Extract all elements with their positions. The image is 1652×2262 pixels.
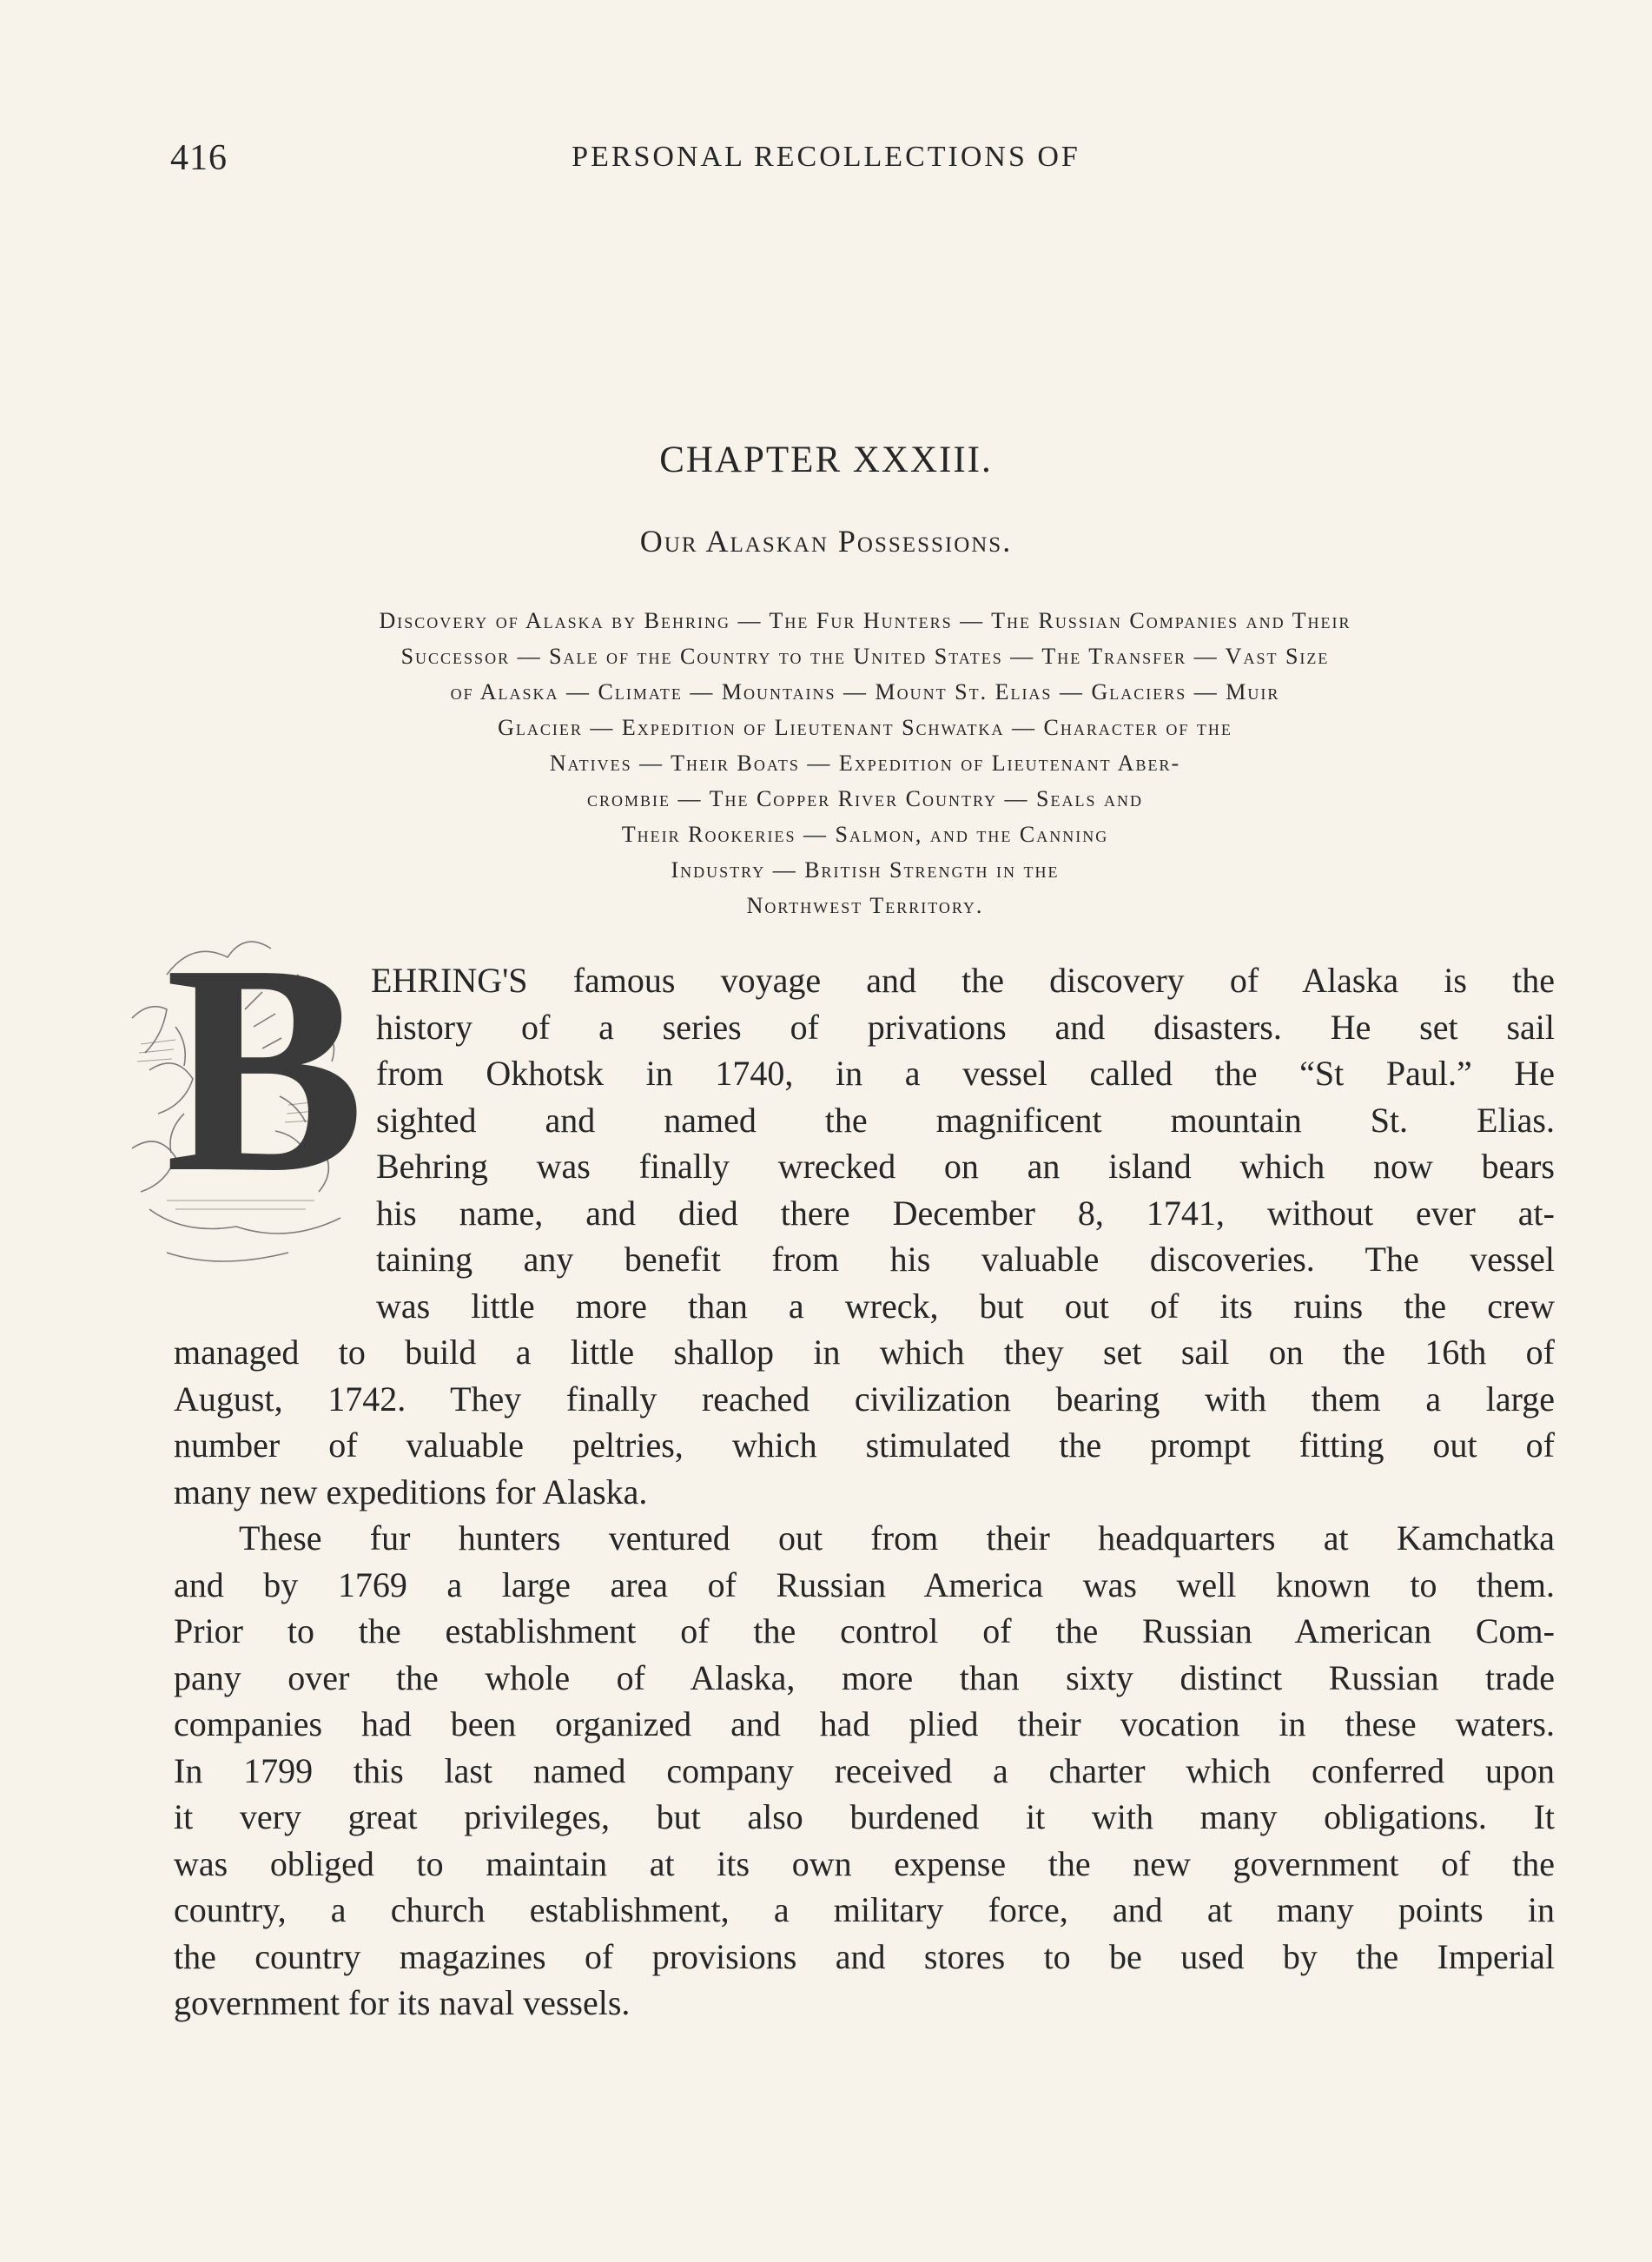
synopsis-line: Natives — Their Boats — Expedition of Lieutenant Aber-	[549, 751, 1181, 776]
text-line: it very great privileges, but also burdened it with many obligations. It	[174, 1797, 1555, 1836]
synopsis-line: Their Rookeries — Salmon, and the Canning	[621, 822, 1109, 847]
synopsis-line: crombie — The Copper River Country — Seals and	[587, 786, 1143, 811]
text-line: Prior to the establishment of the control of the Russian American Com-	[174, 1611, 1555, 1650]
chapter-title: CHAPTER XXXIII.	[659, 440, 993, 480]
body-text	[174, 957, 1555, 2027]
text-line: Behring was finally wrecked on an island which now bears	[376, 1147, 1555, 1186]
chapter-synopsis	[170, 603, 1560, 923]
text-line: In 1799 this last named company received a charter which conferred upon	[174, 1750, 1555, 1790]
paragraph-1	[174, 957, 1555, 1515]
text-line: was obliged to maintain at its own expense the new government of the	[174, 1843, 1555, 1883]
text-line: sighted and named the magnificent mountain St. Elias.	[376, 1100, 1555, 1140]
drop-cap-letter: B	[165, 903, 366, 1234]
text-line: pany over the whole of Alaska, more than sixty distinct Russian trade	[174, 1657, 1555, 1697]
synopsis-line: of Alaska — Climate — Mountains — Mount St. Elias — Glaciers — Muir	[450, 679, 1280, 704]
text-line: his name, and died there December 8, 1741, without ever at-	[376, 1193, 1555, 1233]
text-line: the country magazines of provisions and stores to be used by the Imperial	[174, 1936, 1555, 1976]
synopsis-line: Glacier — Expedition of Lieutenant Schwatka — Character of the	[498, 715, 1232, 740]
synopsis-line: Successor — Sale of the Country to the United States — The Transfer — Vast Size	[400, 644, 1330, 669]
text-line: These fur hunters ventured out from their headquarters at Kamchatka	[239, 1518, 1555, 1558]
running-header	[170, 137, 1543, 186]
paragraph-2	[174, 1515, 1555, 2027]
synopsis-line: Discovery of Alaska by Behring — The Fur Hunters — The Russian Companies and Their	[379, 608, 1351, 633]
text-line: companies had been organized and had plied their vocation in these waters.	[174, 1704, 1555, 1743]
text-line: from Okhotsk in 1740, in a vessel called the “St Paul.” He	[376, 1054, 1555, 1093]
text-line: taining any benefit from his valuable discoveries. The vessel	[376, 1240, 1555, 1279]
text-line: country, a church establishment, a military force, and at many points in	[174, 1890, 1555, 1929]
text-line: history of a series of privations and disasters. He set sail	[376, 1007, 1555, 1047]
text-line: managed to build a little shallop in which they set sail on the 16th of	[174, 1333, 1555, 1372]
text-line: number of valuable peltries, which stimulated the prompt fitting out of	[174, 1425, 1555, 1465]
text-line: many new expeditions for Alaska.	[174, 1472, 648, 1511]
chapter-subtitle: Our Alaskan Possessions.	[639, 524, 1013, 559]
text-line: August, 1742. They finally reached civilization bearing with them a large	[174, 1379, 1555, 1419]
text-line: and by 1769 a large area of Russian America was well known to them.	[174, 1564, 1555, 1604]
text-line: government for its naval vessels.	[174, 1983, 631, 2022]
running-title: PERSONAL RECOLLECTIONS OF	[572, 141, 1080, 173]
text-line: EHRING'S famous voyage and the discovery of Alaska is the	[371, 961, 1555, 1000]
synopsis-line: Northwest Territory.	[746, 893, 984, 918]
page-number: 416	[170, 138, 228, 178]
synopsis-line: Industry — British Strength in the	[671, 857, 1060, 883]
text-line: was little more than a wreck, but out of its ruins the crew	[376, 1286, 1555, 1326]
